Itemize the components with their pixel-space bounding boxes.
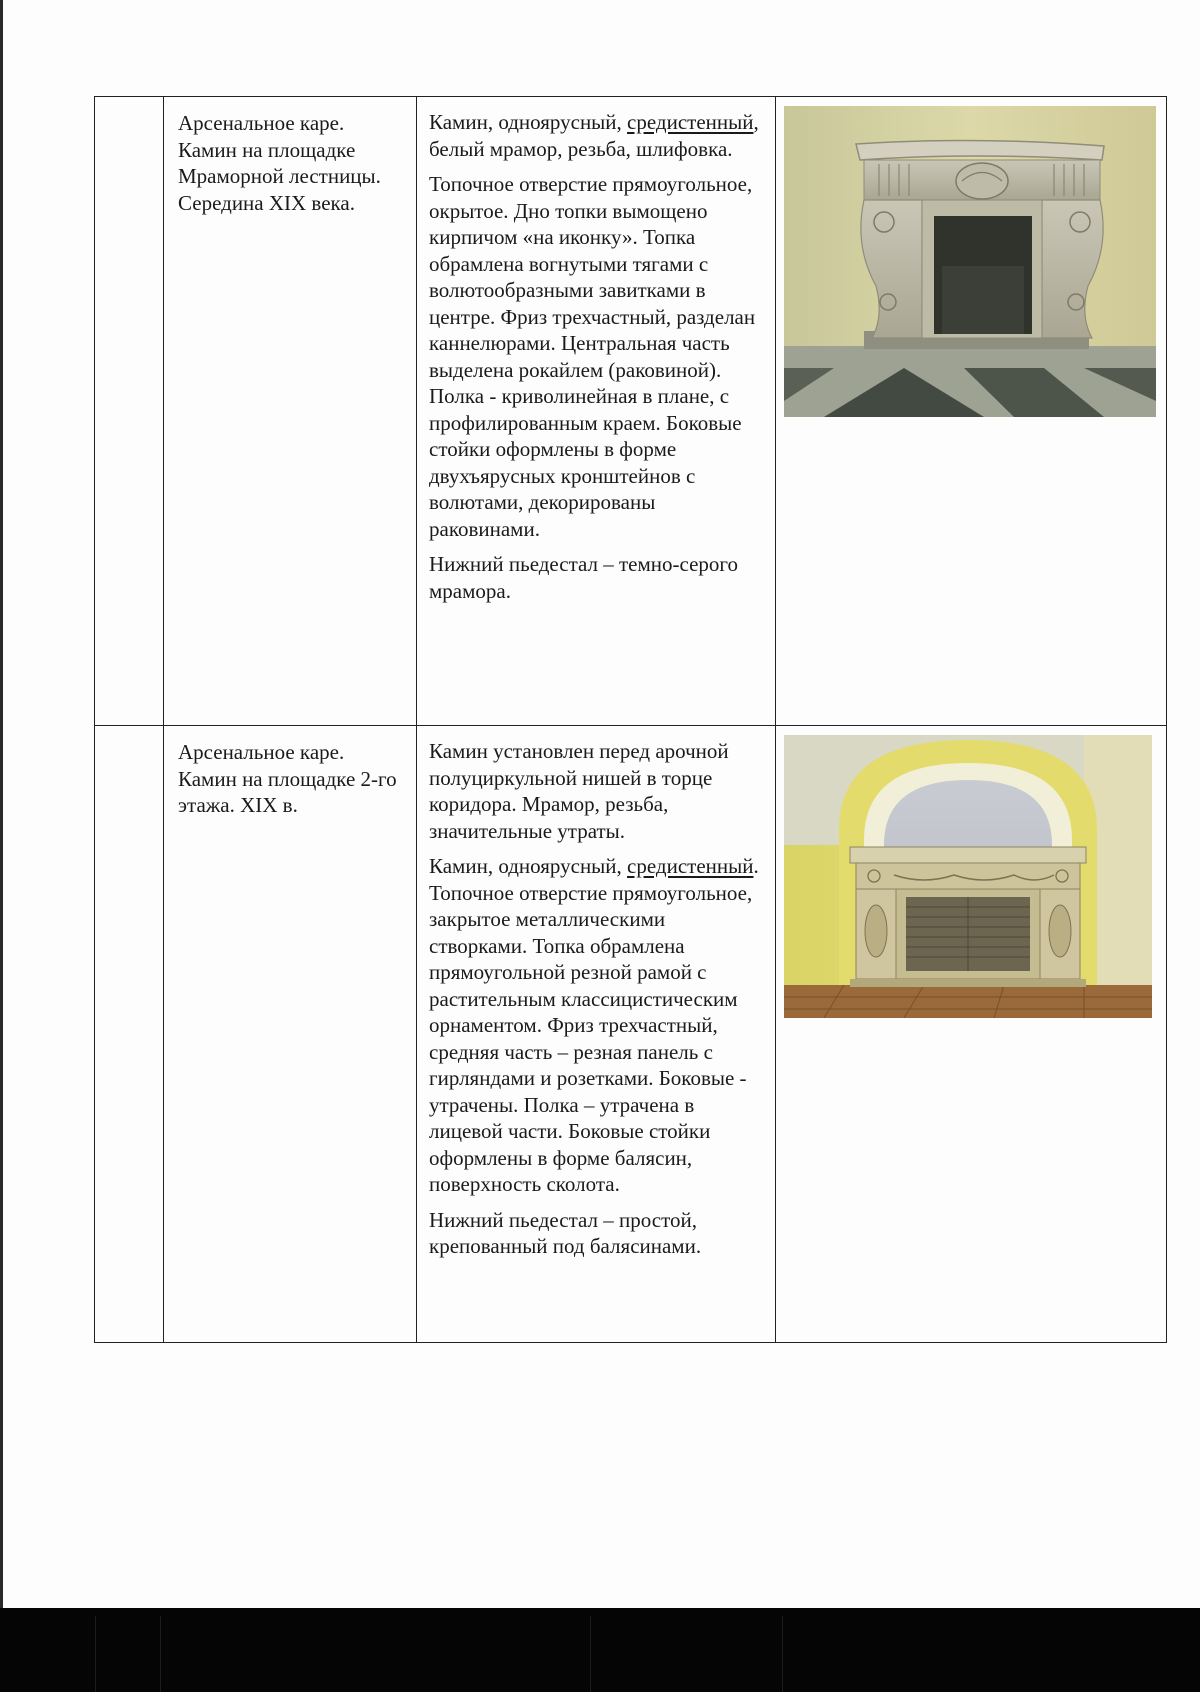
photo-cell [776, 97, 1167, 726]
fireplace-photo-2 [784, 735, 1152, 1018]
location-text: Арсенальное каре. Камин на площадке 2-го этажа. XIX в. [178, 740, 397, 817]
description-cell [417, 97, 776, 726]
fireplace-catalog-table [94, 96, 1167, 1343]
photo-fireplace-arched-niche [784, 735, 1156, 1018]
photo-cell [776, 726, 1167, 1343]
description-intro: Камин, одноярусный, средистенный. Топочное отверстие прямоугольное, закрытое металлическими створками. Топка обрамлена прямоугольной резной рамой с растительным классицистическим орнаментом. Фриз трехчастный, средняя часть – резная панель с гирляндами и розетками. Боковые - утрачены. Полка – утрачена в лицевой части. Боковые стойки оформлены в форме балясин, поверхность сколота. [429, 854, 759, 1196]
underlined-term: средистенный [627, 854, 754, 878]
scan-edge [0, 0, 3, 1610]
footer-divider [590, 1616, 591, 1692]
description-first: Камин установлен перед арочной полуциркульной нишей в торце коридора. Мрамор, резьба, значительные утраты. [429, 739, 729, 843]
fireplace-photo-1 [784, 106, 1156, 417]
location-cell [164, 97, 417, 726]
row-number-cell [95, 726, 164, 1343]
description-intro: Камин, одноярусный, средистенный, белый мрамор, резьба, шлифовка. [429, 110, 759, 161]
scan-footer-bar [0, 1608, 1200, 1692]
underlined-term: средистенный [627, 110, 754, 134]
description-pedestal: Нижний пьедестал – простой, крепованный под балясинами. [429, 1207, 702, 1258]
description-pedestal: Нижний пьедестал – темно-серого мрамора. [429, 552, 739, 603]
description-body: Топочное отверстие прямоугольное, окрытое. Дно топки вымощено кирпичом «на иконку». Топка обрамлена вогнутыми тягами с волютообразными завитками в центре. Фриз трехчастный, разделан каннелюрами. Центральная часть выделена рокайлем (раковиной). Полка - криволинейная в плане, с профилированным краем. Боковые стойки оформлены в форме двухъярусных кронштейнов с волютами, декорированы раковинами. [429, 172, 756, 541]
table-row [95, 726, 1167, 1343]
footer-divider [95, 1616, 96, 1692]
row-number-cell [95, 97, 164, 726]
footer-divider [782, 1616, 783, 1692]
description-cell [417, 726, 776, 1343]
location-cell [164, 726, 417, 1343]
table-row [95, 97, 1167, 726]
photo-marble-fireplace-staircase [784, 106, 1156, 417]
location-text: Арсенальное каре. Камин на площадке Мраморной лестницы. Середина XIX века. [178, 111, 381, 215]
footer-divider [160, 1616, 161, 1692]
